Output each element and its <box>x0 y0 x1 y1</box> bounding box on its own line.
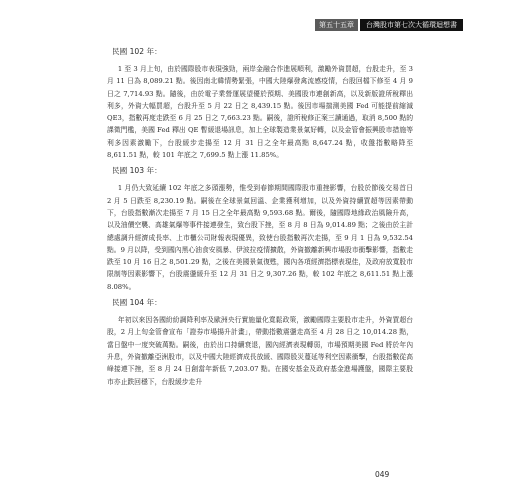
book-title: 台灣股市第七次大循環迴想書 <box>360 19 463 31</box>
year-heading-103: 民國 103 年： <box>112 166 162 176</box>
running-header <box>315 19 463 31</box>
paragraph-104: 年初以來因各國紛紛調降利率及歐洲央行實施量化寬鬆政策，激勵國際主要股市走升，外資買超台股，2 月上旬金管會宣布「證券市場揚升計畫」，帶動指數震盪走高至 4 月 28 日之 10,014.28 點，當日盤中一度突破萬點。嗣後，由於出口持續衰退，國內經濟表現轉弱，市場預期美國 Fed 將於年內升息，外資撤離亞洲股市，以及中國大陸經濟成長放緩、國際股災蔓延等利空因素衝擊，台股指數從高峰接連下挫，至 8 月 24 日創當年新低 7,203.07 點。在國安基金及政府基金進場護盤，國際主要股市亦止跌回穩下，台股緩步走升 <box>107 316 413 386</box>
year-heading-104: 民國 104 年： <box>112 298 162 308</box>
chapter-label: 第五十五章 <box>315 19 358 31</box>
page-content <box>107 46 413 388</box>
page-number: 049 <box>375 470 390 479</box>
paragraph-103: 1 月仍大致延續 102 年底之多頭漲勢，惟受到春節期間國際股市重挫影響，台股於節後交易首日 2 月 5 日跌至 8,230.19 點。嗣後在全球景氣回溫、企業獲利增加，以及外資持續買超等因素帶動下，台股指數漸次走揚至 7 月 15 日之全年最高點 9,593.68 點。爾後，隨國際地緣政治風險升高，以及油價空襲、高雄氣爆等事件接連發生，致台股下挫，至 8 月 8 日為 9,014.89 點；之後由於主計總處調升經濟成長率、上市櫃公司財報表現優異，致使台股指數再次走揚，至 9 月 1 日為 9,532.54 點。9 月以降，受到國內黑心油食安風暴、伊波拉疫情擴散，外資撤離新興市場股市衝擊影響，指數走跌至 10 月 16 日之 8,501.29 點，之後在美國景氣復甦，國內各項經濟指標表現佳，及政府放寬股市限制等因素影響下，台股震盪緩升至 12 月 31 日之 9,307.26 點，較 102 年底之 8,611.51 點上漲 8.08%。 <box>107 184 413 291</box>
paragraph-102: 1 至 3 月上旬，由於國際股市表現強勁，兩岸金融合作進展順利，激勵外資買超，台股走升，至 3 月 11 日為 8,089.21 點。後因南北韓情勢緊張，中國大陸爆發禽流感疫情，台股回檔下修至 4 月 9 日之 7,714.93 點。隨後，由於電子業營運展望優於預期、美國股市連創新高，以及新版證所稅釋出利多，外資大幅買超，台股升至 5 月 22 日之 8,439.15 點。後因市場揣測美國 Fed 可能提前縮減 QE3，指數再度走跌至 6 月 25 日之 7,663.23 點。嗣後，證所稅修正案三讀通過，取消 8,500 點的課徵門檻，美國 Fed 釋出 QE 暫緩退場訊息，加上全球製造業景氣好轉，以及金管會振興股市措施等利多因素激勵下，台股緩步走揚至 12 月 31 日之全年最高點 8,647.24 點，收盤指數略降至 8,611.51 點，較 101 年底之 7,699.5 點上漲 11.85%。 <box>107 65 413 160</box>
year-heading-102: 民國 102 年： <box>112 47 162 56</box>
